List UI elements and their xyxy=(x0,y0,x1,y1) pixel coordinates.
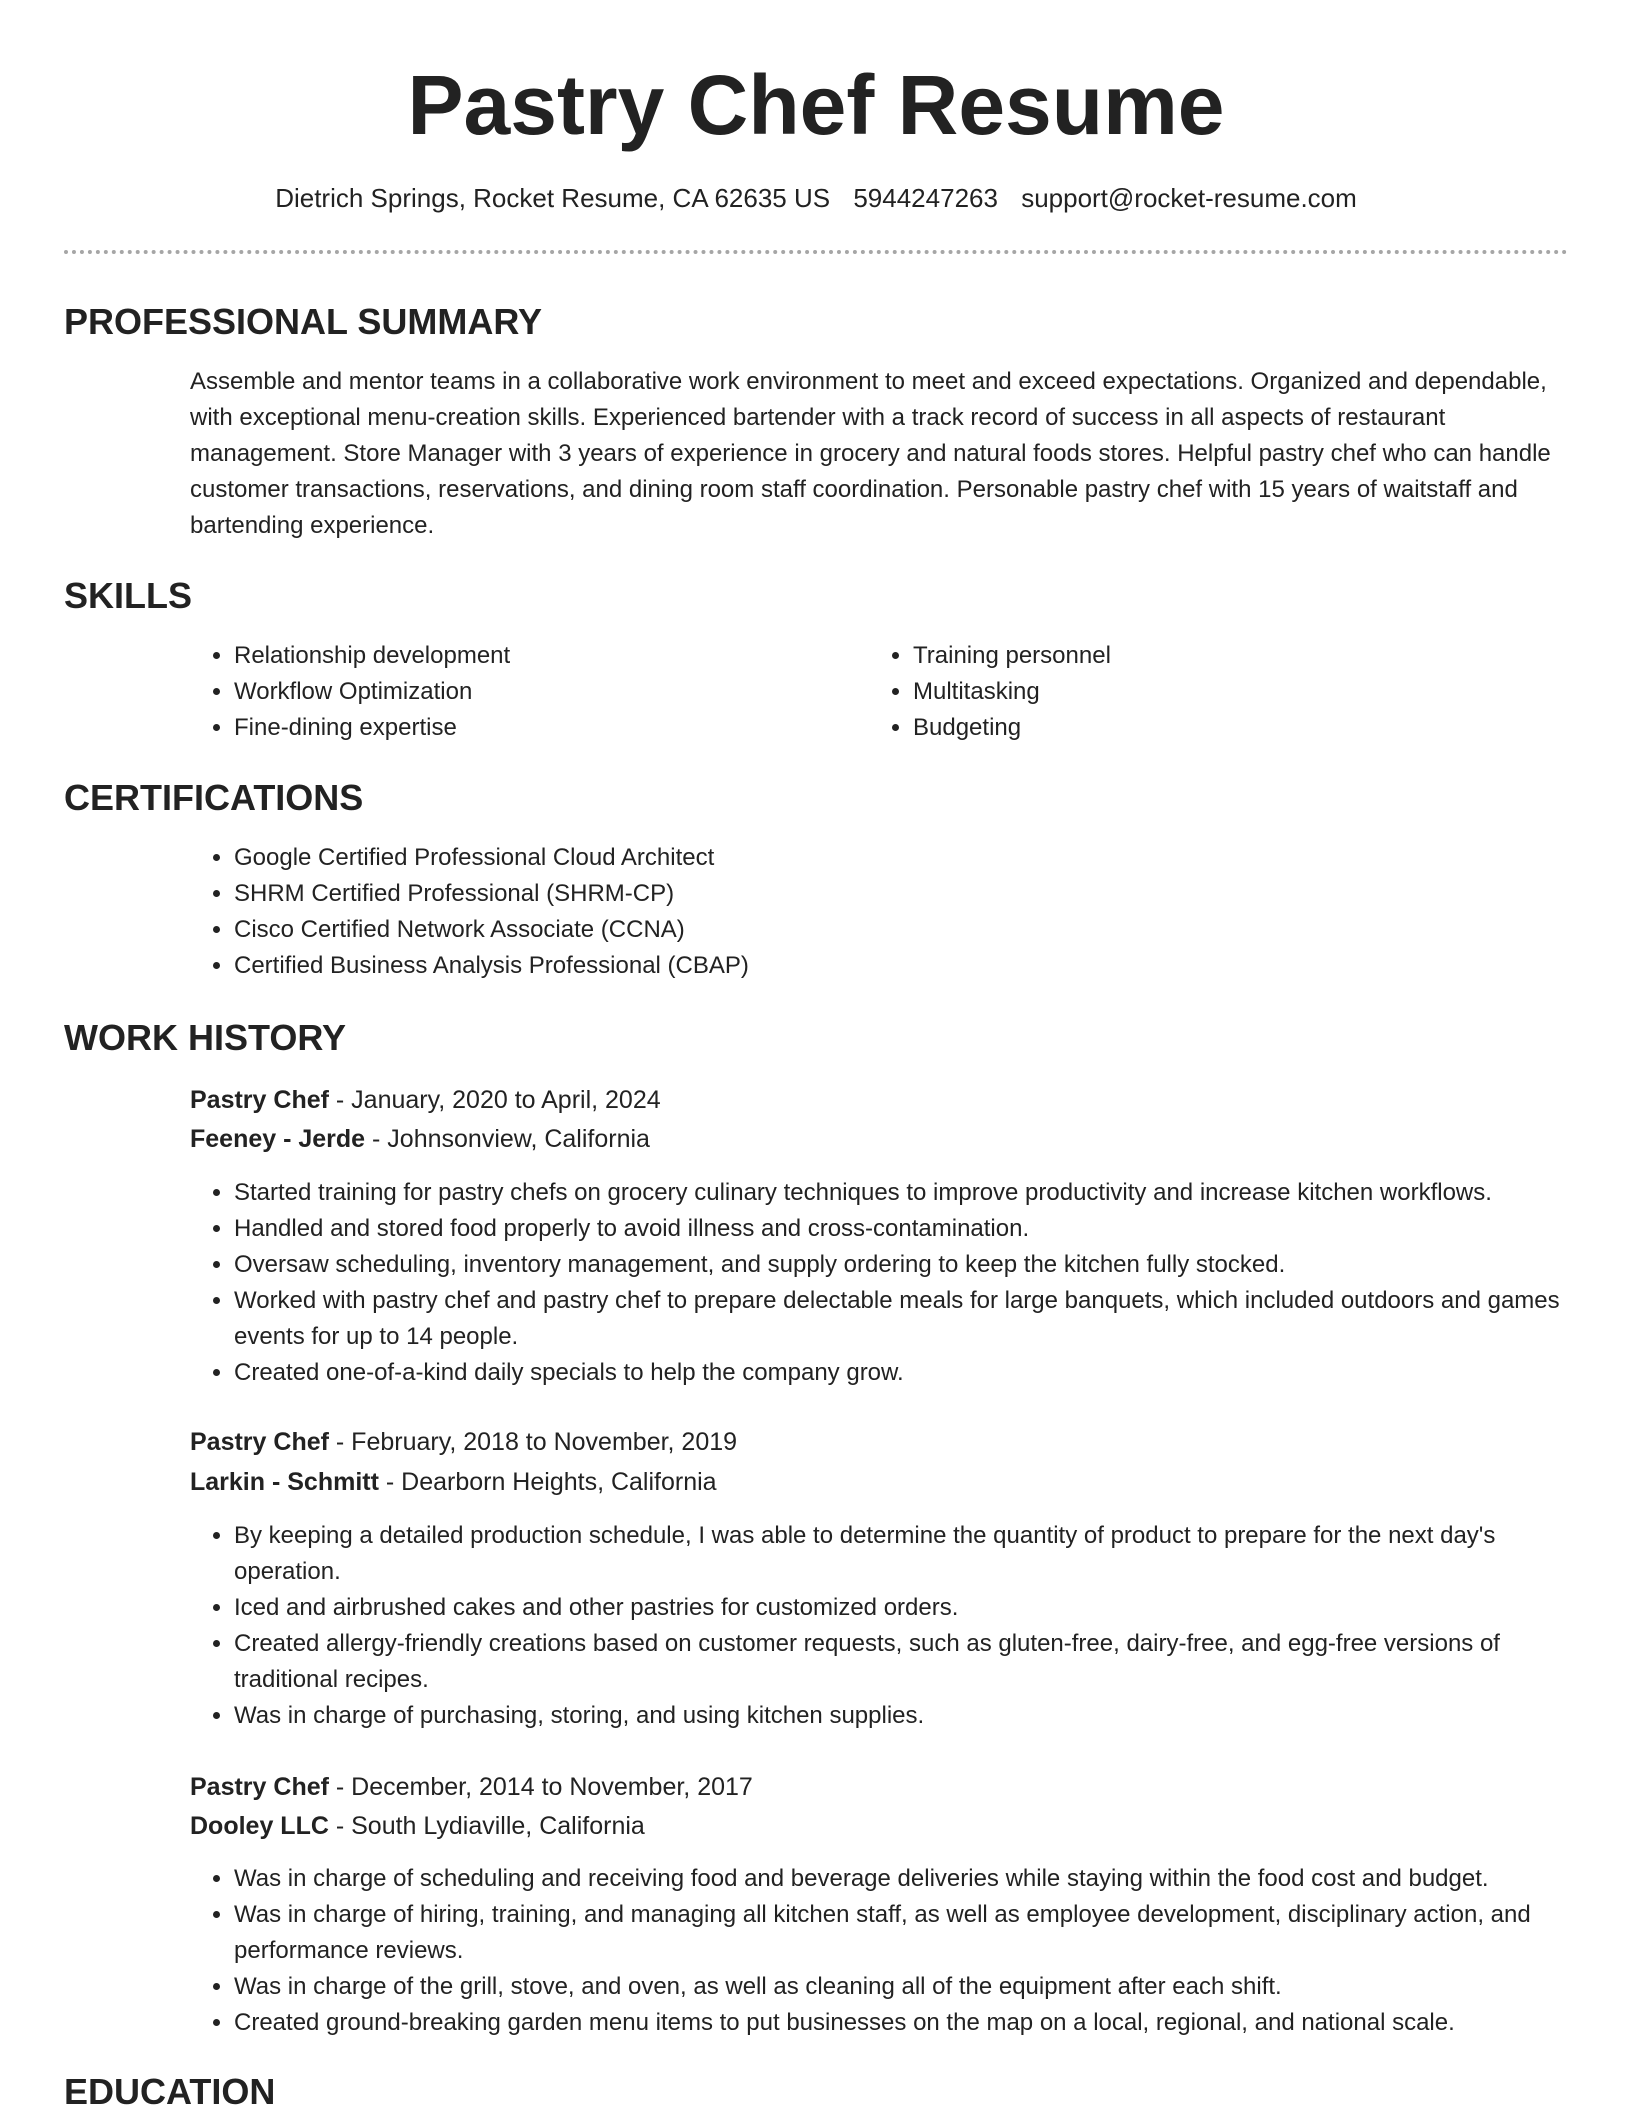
contact-phone: 5944247263 xyxy=(853,183,998,213)
list-item: • By keeping a detailed production schedule, I was able to determine the quantity of product to prepare for the next day's operation. xyxy=(234,1518,1606,1590)
job-bullets xyxy=(190,1861,1606,2041)
job-company: Dooley LLC xyxy=(190,1812,329,1840)
list-item: • Created one-of-a-kind daily specials to help the company grow. xyxy=(234,1355,1606,1391)
job-title-line xyxy=(190,1768,753,1806)
job-company-line xyxy=(190,1807,645,1845)
job-location: - Johnsonview, California xyxy=(365,1125,650,1153)
job-title: Pastry Chef xyxy=(190,1428,329,1456)
list-item: • Was in charge of scheduling and receiving food and beverage deliveries while staying within the food cost and budget. xyxy=(234,1861,1606,1897)
list-item: • Created ground-breaking garden menu items to put businesses on the map on a local, regional, and national scale. xyxy=(234,2005,1606,2041)
list-item: • Multitasking xyxy=(913,674,1513,710)
job-title-line xyxy=(190,1423,737,1461)
list-item: • Created allergy-friendly creations based on customer requests, such as gluten-free, dairy-free, and egg-free versions of traditional recipes. xyxy=(234,1626,1606,1698)
summary-heading: PROFESSIONAL SUMMARY xyxy=(64,301,543,342)
education-heading: EDUCATION xyxy=(64,2071,276,2112)
list-item: • Fine-dining expertise xyxy=(234,710,834,746)
list-item: • Iced and airbrushed cakes and other pastries for customized orders. xyxy=(234,1590,1606,1626)
certifications-heading: CERTIFICATIONS xyxy=(64,777,364,818)
contact-line xyxy=(0,180,1632,216)
skills-list-right xyxy=(869,638,1513,746)
contact-address: Dietrich Springs, Rocket Resume, CA 62635 US xyxy=(275,183,831,213)
job-title-line xyxy=(190,1081,661,1119)
list-item: • Certified Business Analysis Professional (CBAP) xyxy=(234,948,1534,984)
certifications-list xyxy=(190,840,1534,984)
list-item: • Handled and stored food properly to avoid illness and cross-contamination. xyxy=(234,1211,1606,1247)
work-history-heading: WORK HISTORY xyxy=(64,1017,347,1058)
job-dates: - December, 2014 to November, 2017 xyxy=(328,1773,753,1801)
job-company: Feeney - Jerde xyxy=(190,1125,366,1153)
list-item: • Training personnel xyxy=(913,638,1513,674)
list-item: • Was in charge of purchasing, storing, and using kitchen supplies. xyxy=(234,1698,1606,1734)
job-title: Pastry Chef xyxy=(190,1086,329,1114)
job-company: Larkin - Schmitt xyxy=(190,1468,379,1496)
job-company-line xyxy=(190,1463,717,1501)
skills-list-left xyxy=(190,638,834,746)
job-title: Pastry Chef xyxy=(190,1773,329,1801)
list-item: • Budgeting xyxy=(913,710,1513,746)
list-item: • Was in charge of hiring, training, and managing all kitchen staff, as well as employee development, disciplinary action, and performance reviews. xyxy=(234,1897,1606,1969)
list-item: • SHRM Certified Professional (SHRM-CP) xyxy=(234,876,1534,912)
list-item: • Worked with pastry chef and pastry chef to prepare delectable meals for large banquets, which included outdoors and games events for up to 14 people. xyxy=(234,1283,1606,1355)
list-item: • Workflow Optimization xyxy=(234,674,834,710)
list-item: • Was in charge of the grill, stove, and oven, as well as cleaning all of the equipment after each shift. xyxy=(234,1969,1606,2005)
list-item: • Oversaw scheduling, inventory management, and supply ordering to keep the kitchen fully stocked. xyxy=(234,1247,1606,1283)
job-location: - Dearborn Heights, California xyxy=(378,1468,717,1496)
list-item: • Cisco Certified Network Associate (CCNA) xyxy=(234,912,1534,948)
summary-text: Assemble and mentor teams in a collaborative work environment to meet and exceed expectations. Organized and dependable, with exceptional menu-creation skills. Experienced bartender with a track record of success in all aspects of restaurant management. Store Manager with 3 years of experience in grocery and natural foods stores. Helpful pastry chef who can handle customer transactions, reservations, and dining room staff coordination. Personable pastry chef with 15 years of waitstaff and bartending experience. xyxy=(190,368,1551,539)
list-item: • Google Certified Professional Cloud Architect xyxy=(234,840,1534,876)
job-location: - South Lydiaville, California xyxy=(328,1812,645,1840)
list-item: • Relationship development xyxy=(234,638,834,674)
job-bullets xyxy=(190,1175,1606,1391)
job-dates: - February, 2018 to November, 2019 xyxy=(328,1428,738,1456)
job-bullets xyxy=(190,1518,1606,1734)
list-item: • Started training for pastry chefs on grocery culinary techniques to improve productivity and increase kitchen workflows. xyxy=(234,1175,1606,1211)
skills-heading: SKILLS xyxy=(64,575,193,616)
contact-email: support@rocket-resume.com xyxy=(1021,183,1357,213)
job-company-line xyxy=(190,1120,650,1158)
header-divider xyxy=(64,250,1568,254)
job-dates: - January, 2020 to April, 2024 xyxy=(328,1086,661,1114)
resume-title: Pastry Chef Resume xyxy=(407,58,1225,152)
